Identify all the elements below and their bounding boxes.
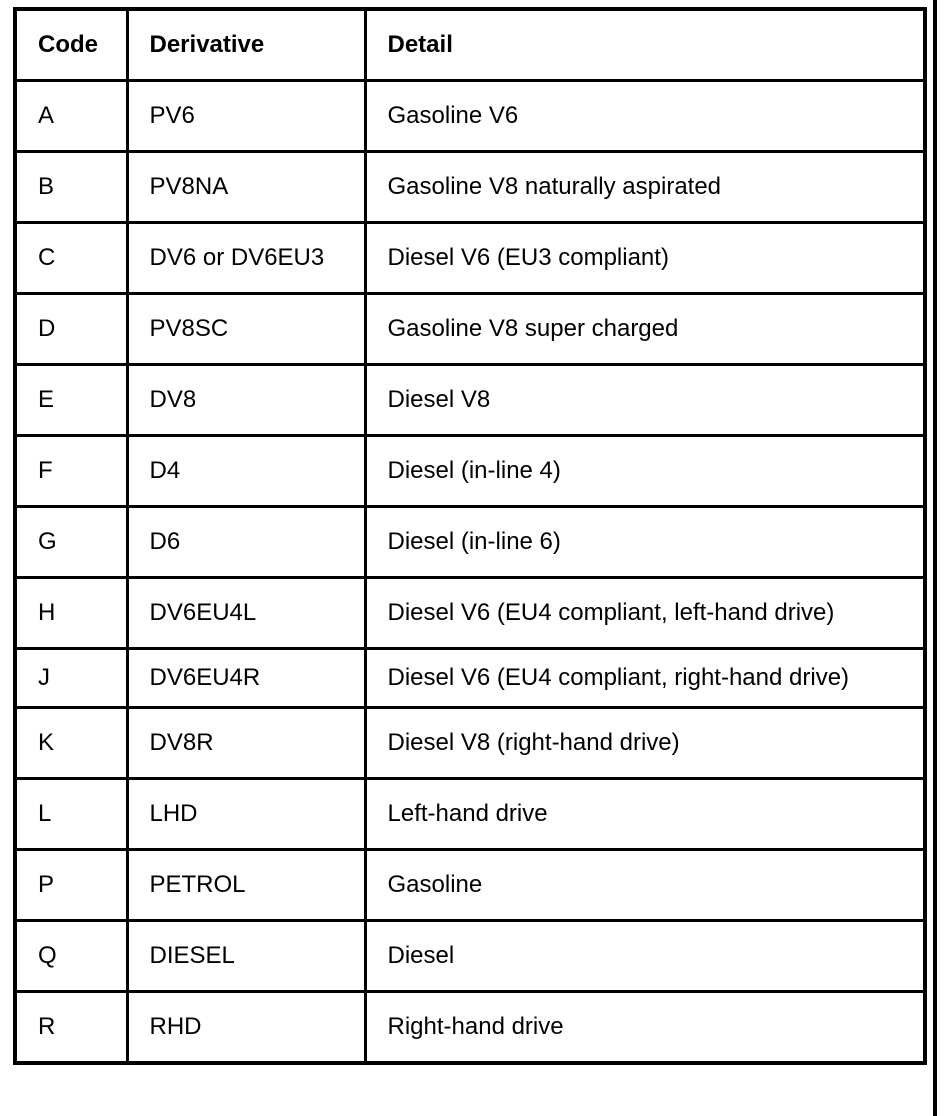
- code-cell: Q: [15, 921, 127, 992]
- table-row: [15, 649, 925, 708]
- derivative-cell: RHD: [127, 992, 365, 1064]
- code-cell: P: [15, 850, 127, 921]
- code-cell: L: [15, 779, 127, 850]
- code-cell: C: [15, 223, 127, 294]
- table-row: [15, 365, 925, 436]
- detail-cell: Diesel (in-line 4): [365, 436, 925, 507]
- detail-cell: Diesel V8: [365, 365, 925, 436]
- column-header-code: Code: [15, 9, 127, 81]
- derivative-cell: D4: [127, 436, 365, 507]
- derivative-cell: LHD: [127, 779, 365, 850]
- detail-cell: Left-hand drive: [365, 779, 925, 850]
- table-row: [15, 708, 925, 779]
- table-row: [15, 850, 925, 921]
- code-cell: H: [15, 578, 127, 649]
- code-cell: E: [15, 365, 127, 436]
- code-cell: F: [15, 436, 127, 507]
- detail-cell: Right-hand drive: [365, 992, 925, 1064]
- table-row: [15, 921, 925, 992]
- column-header-detail: Detail: [365, 9, 925, 81]
- detail-cell: Gasoline V8 super charged: [365, 294, 925, 365]
- table-row: [15, 152, 925, 223]
- derivative-cell: PETROL: [127, 850, 365, 921]
- code-cell: D: [15, 294, 127, 365]
- table-row: [15, 294, 925, 365]
- detail-cell: Diesel V6 (EU4 compliant, left-hand drive): [365, 578, 925, 649]
- derivative-cell: DV8: [127, 365, 365, 436]
- detail-cell: Gasoline: [365, 850, 925, 921]
- column-header-derivative: Derivative: [127, 9, 365, 81]
- derivative-cell: DV6EU4L: [127, 578, 365, 649]
- code-cell: B: [15, 152, 127, 223]
- table-header-row: [15, 9, 925, 81]
- derivative-cell: DV6EU4R: [127, 649, 365, 708]
- derivative-cell: PV8NA: [127, 152, 365, 223]
- detail-cell: Diesel V6 (EU4 compliant, right-hand drive): [365, 649, 925, 708]
- detail-cell: Diesel V8 (right-hand drive): [365, 708, 925, 779]
- table-row: [15, 578, 925, 649]
- derivative-cell: D6: [127, 507, 365, 578]
- code-cell: G: [15, 507, 127, 578]
- code-cell: R: [15, 992, 127, 1064]
- code-cell: K: [15, 708, 127, 779]
- page-edge-line: [933, 0, 937, 1116]
- code-cell: J: [15, 649, 127, 708]
- derivative-cell: DIESEL: [127, 921, 365, 992]
- table-row: [15, 81, 925, 152]
- table-row: [15, 779, 925, 850]
- derivative-cell: PV6: [127, 81, 365, 152]
- table-row: [15, 992, 925, 1064]
- derivative-cell: PV8SC: [127, 294, 365, 365]
- derivative-cell: DV6 or DV6EU3: [127, 223, 365, 294]
- detail-cell: Diesel: [365, 921, 925, 992]
- detail-cell: Diesel (in-line 6): [365, 507, 925, 578]
- derivative-code-table: [13, 7, 927, 1065]
- table-row: [15, 223, 925, 294]
- table-row: [15, 436, 925, 507]
- code-cell: A: [15, 81, 127, 152]
- table-row: [15, 507, 925, 578]
- derivative-cell: DV8R: [127, 708, 365, 779]
- detail-cell: Diesel V6 (EU3 compliant): [365, 223, 925, 294]
- detail-cell: Gasoline V6: [365, 81, 925, 152]
- detail-cell: Gasoline V8 naturally aspirated: [365, 152, 925, 223]
